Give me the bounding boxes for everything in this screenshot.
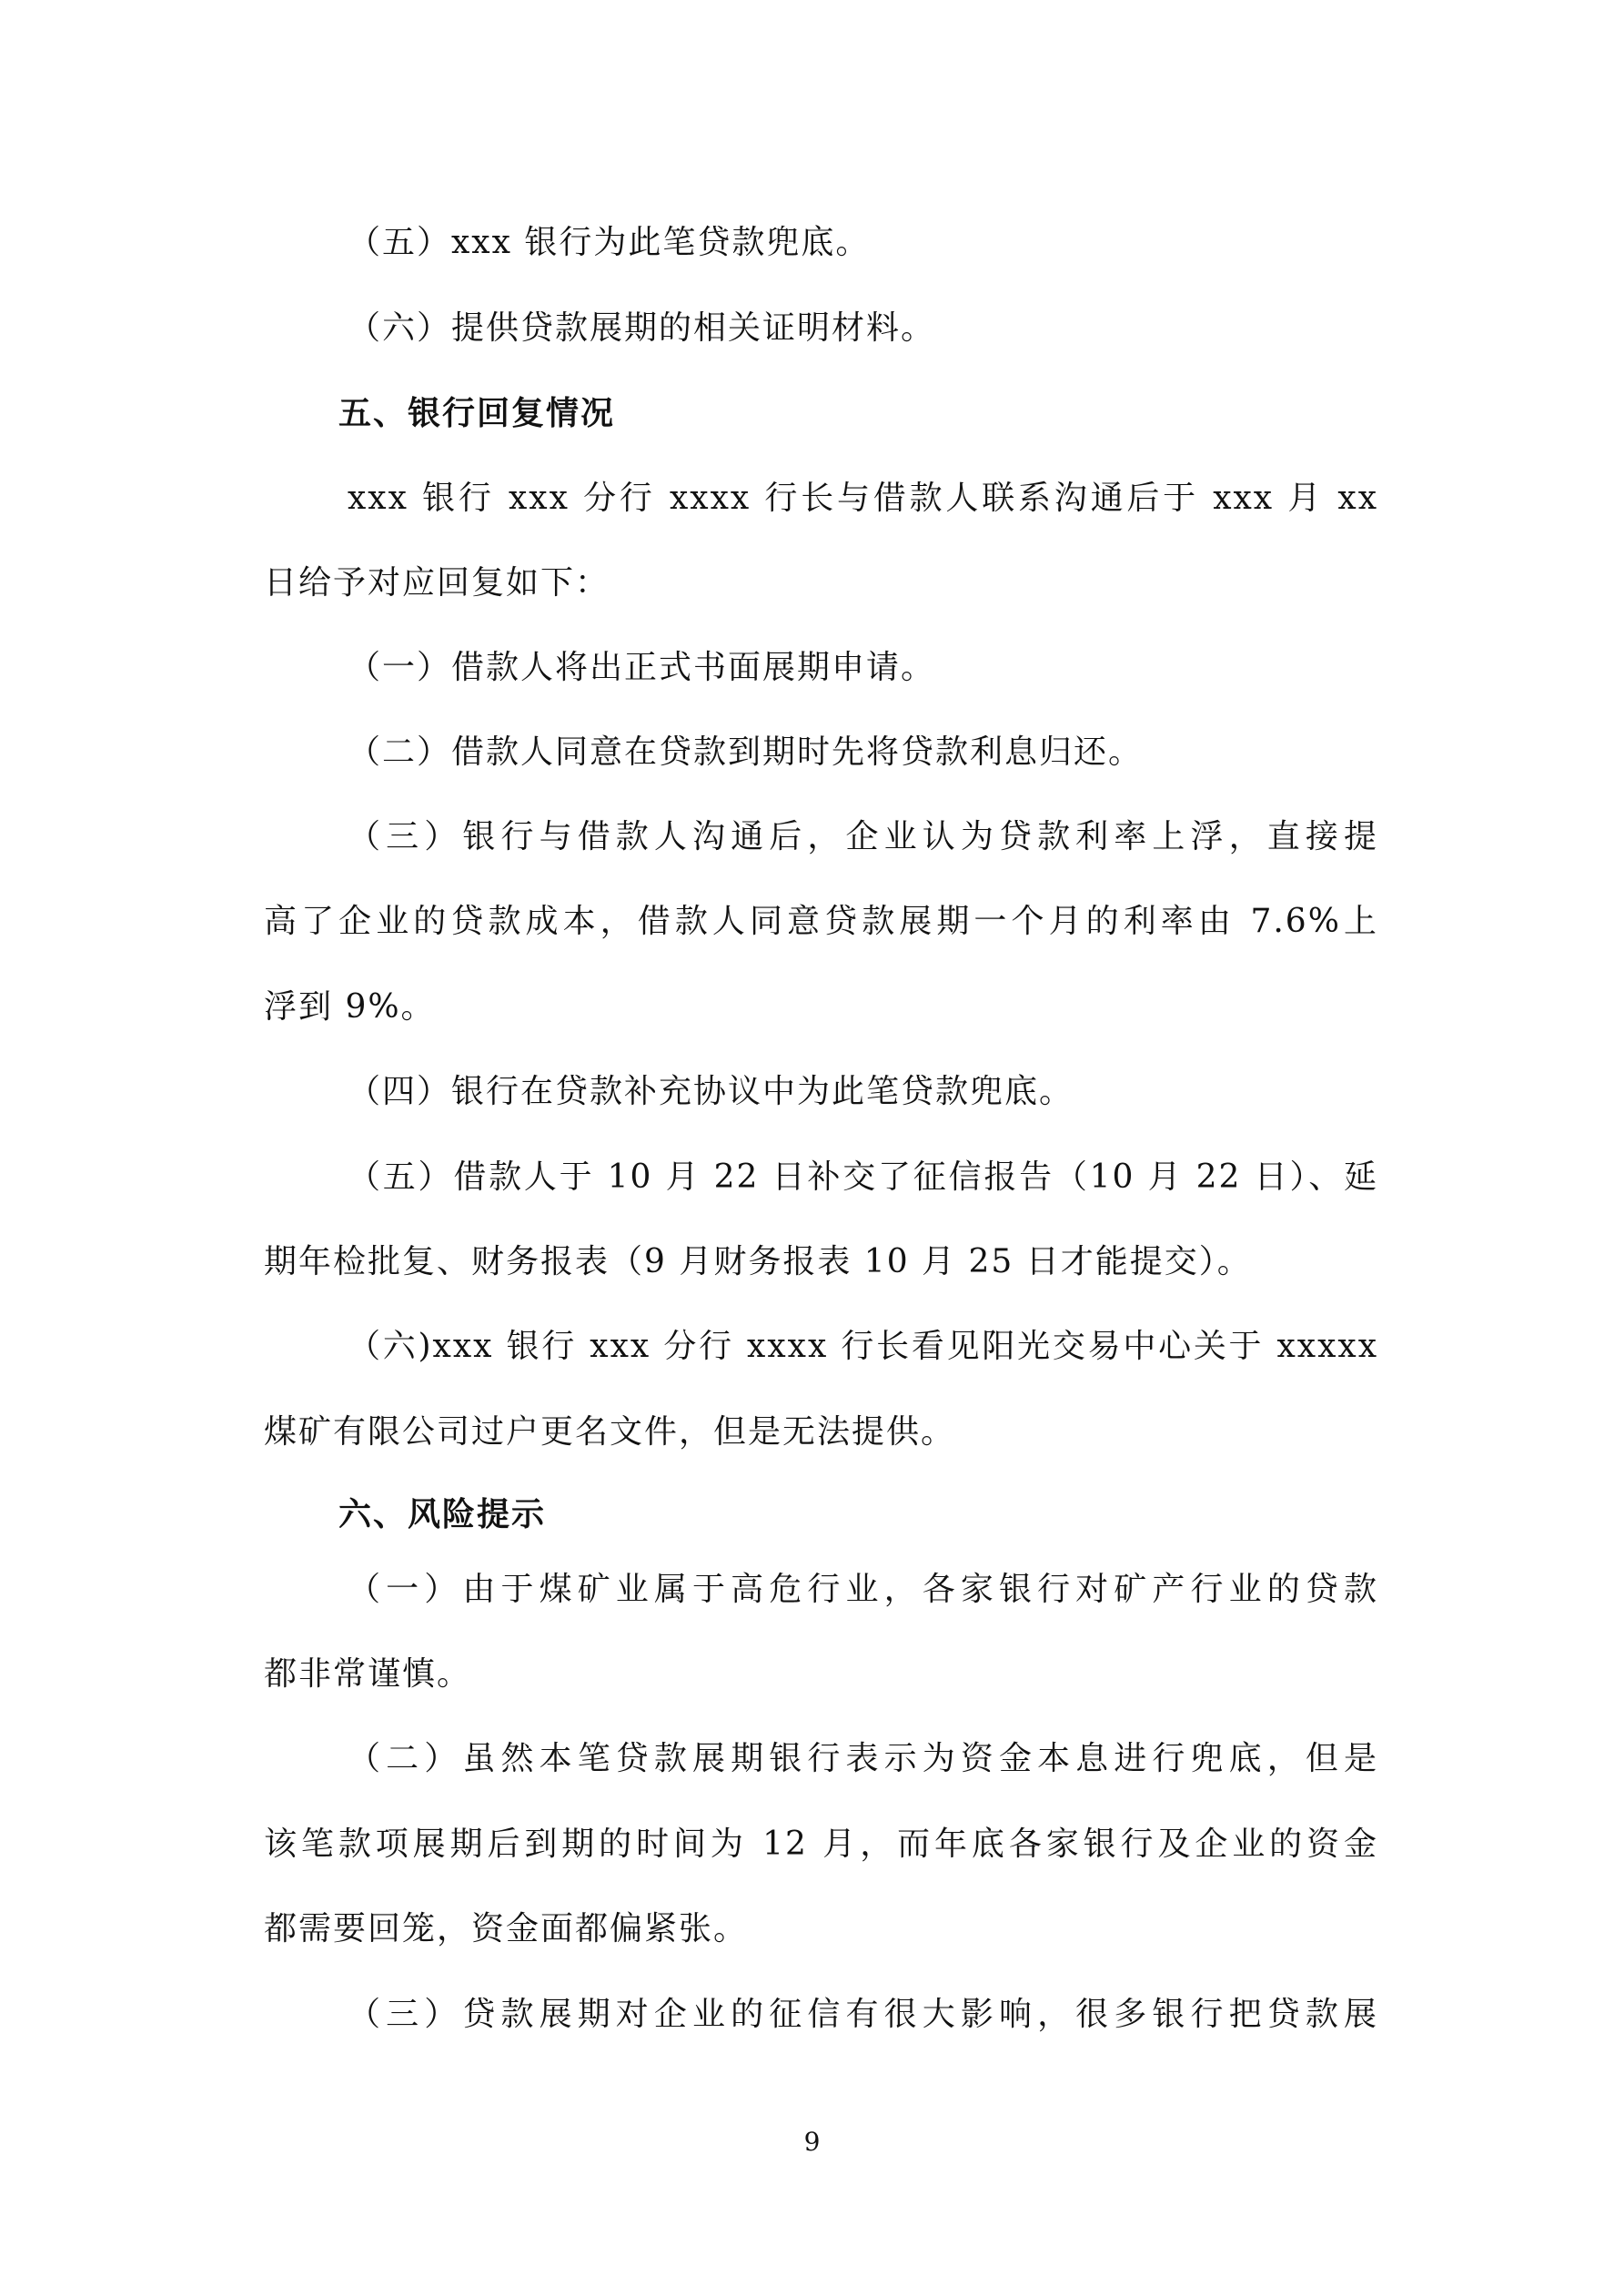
paragraph-line: xxx 银行 xxx 分行 xxxx 行长与借款人联系沟通后于 xxx 月 xx bbox=[348, 480, 1378, 517]
risk-item-one: （一）由于煤矿业属于高危行业，各家银行对矿产行业的贷款 bbox=[348, 1571, 1378, 1608]
paragraph-line: 该笔款项展期后到期的时间为 12 月，而年底各家银行及企业的资金 bbox=[264, 1826, 1378, 1863]
reply-item-two: （二）借款人同意在贷款到期时先将贷款利息归还。 bbox=[348, 733, 1144, 771]
reply-item-five: （五）借款人于 10 月 22 日补交了征信报告（10 月 22 日）、延 bbox=[348, 1158, 1378, 1196]
item-five-guarantee: （五）xxx 银行为此笔贷款兜底。 bbox=[348, 224, 871, 261]
paragraph-line: 高了企业的贷款成本，借款人同意贷款展期一个月的利率由 7.6%上 bbox=[264, 903, 1378, 940]
reply-item-one: （一）借款人将出正式书面展期申请。 bbox=[348, 649, 936, 686]
section-heading-risk: 六、风险提示 bbox=[338, 1495, 547, 1533]
paragraph-line: 都需要回笼，资金面都偏紧张。 bbox=[264, 1910, 749, 1947]
paragraph-line: 都非常谨慎。 bbox=[264, 1655, 472, 1693]
item-six-materials: （六）提供贷款展期的相关证明材料。 bbox=[348, 309, 936, 347]
reply-item-three: （三）银行与借款人沟通后，企业认为贷款利率上浮，直接提 bbox=[348, 818, 1378, 855]
paragraph-line: 浮到 9%。 bbox=[264, 988, 436, 1026]
paragraph-line: 期年检批复、财务报表（9 月财务报表 10 月 25 日才能提交）。 bbox=[264, 1243, 1252, 1280]
reply-item-six: （六)xxx 银行 xxx 分行 xxxx 行长看见阳光交易中心关于 xxxxx bbox=[348, 1328, 1378, 1365]
page-number: 9 bbox=[803, 2127, 821, 2157]
paragraph-line: 日给予对应回复如下： bbox=[264, 564, 610, 602]
risk-item-three: （三）贷款展期对企业的征信有很大影响，很多银行把贷款展 bbox=[348, 1996, 1378, 2033]
reply-item-four: （四）银行在贷款补充协议中为此笔贷款兜底。 bbox=[348, 1073, 1074, 1110]
section-heading-bank-reply: 五、银行回复情况 bbox=[338, 394, 616, 432]
risk-item-two: （二）虽然本笔贷款展期银行表示为资金本息进行兜底，但是 bbox=[348, 1740, 1378, 1777]
paragraph-line: 煤矿有限公司过户更名文件，但是无法提供。 bbox=[264, 1413, 956, 1451]
